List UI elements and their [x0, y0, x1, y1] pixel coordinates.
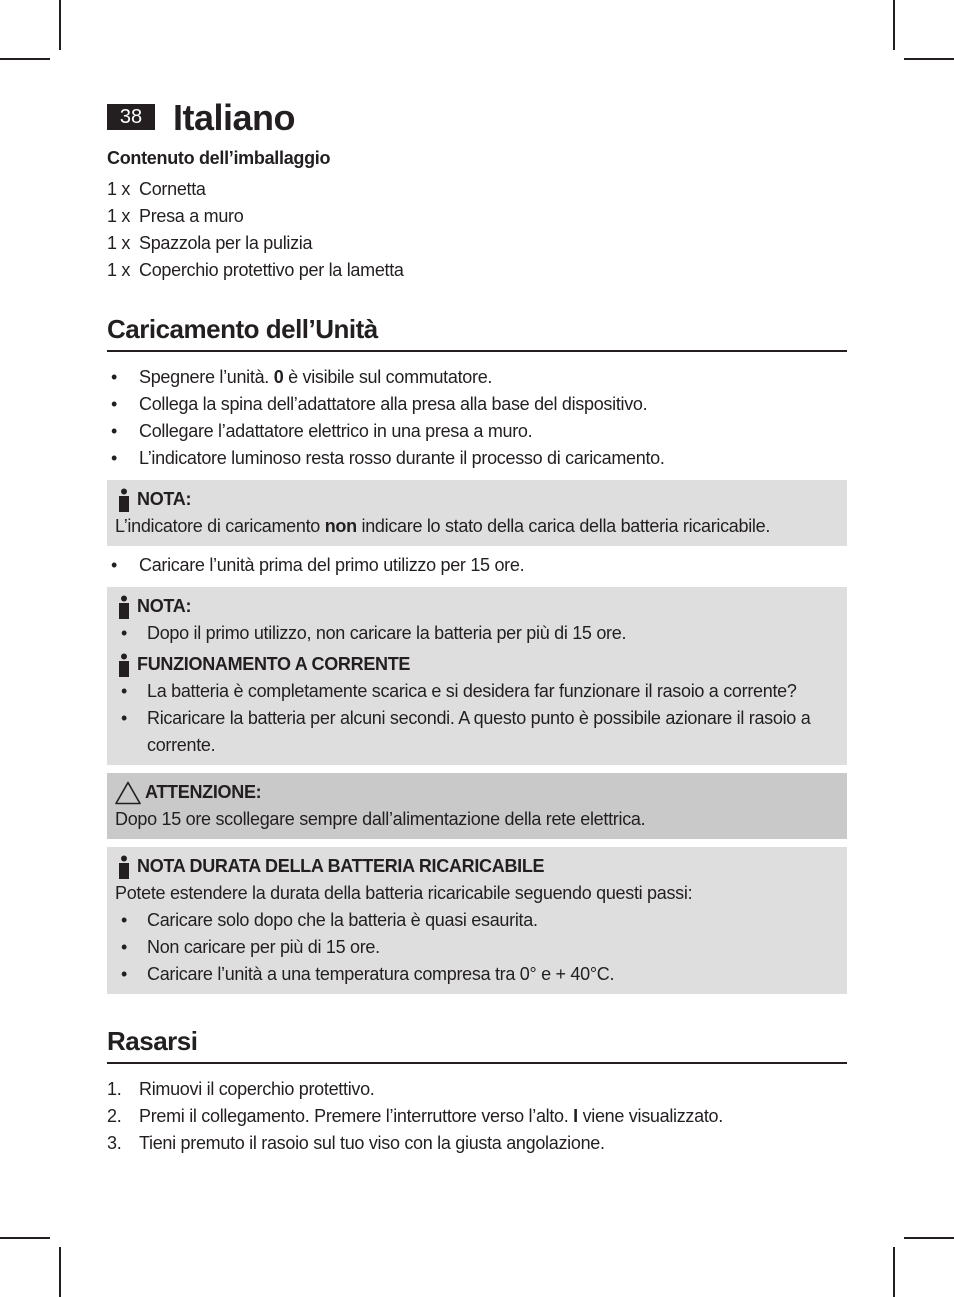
info-icon	[115, 595, 133, 619]
crop-mark	[893, 1247, 895, 1297]
crop-mark	[59, 0, 61, 50]
list-item	[107, 1103, 847, 1130]
crop-mark	[904, 58, 954, 60]
crop-mark	[0, 1237, 50, 1239]
item-label: Coperchio protettivo per la lametta	[139, 260, 404, 280]
package-list	[107, 176, 847, 284]
bold-text: non	[324, 516, 357, 536]
list-item: • La batteria è completamente scarica e si desidera far funzionare il rasoio a corrente?	[115, 678, 839, 705]
bold-text: 0	[273, 367, 284, 387]
crop-mark	[59, 1247, 61, 1297]
note-text	[115, 513, 839, 540]
list-item	[107, 257, 847, 284]
warning-box	[107, 773, 847, 839]
section-title-shaving: Rasarsi	[107, 1026, 847, 1064]
page-title: Italiano	[173, 97, 296, 138]
note-heading	[115, 593, 839, 620]
bold-text: I	[573, 1106, 578, 1126]
text: Tieni premuto il rasoio sul tuo viso con la giusta angolazione.	[139, 1133, 605, 1153]
note-label: NOTA DURATA DELLA BATTERIA RICARICABILE	[137, 856, 545, 876]
text: Rimuovi il coperchio protettivo.	[139, 1079, 375, 1099]
item-qty: 1 x	[107, 260, 131, 280]
item-qty: 1 x	[107, 206, 131, 226]
note-box	[107, 587, 847, 765]
note-list	[115, 678, 839, 759]
text: Premi il collegamento. Premere l’interruttore verso l’alto.	[139, 1106, 574, 1126]
list-item	[107, 230, 847, 257]
item-label: Cornetta	[139, 179, 206, 199]
item-qty: 1 x	[107, 179, 131, 199]
list-item: • Non caricare per più di 15 ore.	[115, 934, 839, 961]
text: indicare lo stato della carica della batteria ricaricabile.	[356, 516, 771, 536]
note-box	[107, 480, 847, 546]
list-item: • Collega la spina dell’adattatore alla presa alla base del dispositivo.	[107, 391, 847, 418]
warning-icon	[115, 781, 141, 805]
item-qty: 1 x	[107, 233, 131, 253]
note-list	[115, 907, 839, 988]
crop-mark	[904, 1237, 954, 1239]
list-item	[107, 364, 847, 391]
note-heading	[115, 853, 839, 880]
note-box	[107, 847, 847, 994]
step-number: 2.	[107, 1106, 122, 1126]
charging-list	[107, 364, 847, 472]
crop-mark	[893, 0, 895, 50]
text: è visibile sul commutatore.	[283, 367, 493, 387]
list-item: • Collegare l’adattatore elettrico in una presa a muro.	[107, 418, 847, 445]
text: Spegnere l’unità.	[139, 367, 274, 387]
shaving-steps	[107, 1076, 847, 1157]
info-icon	[115, 653, 133, 677]
list-item: • Dopo il primo utilizzo, non caricare la batteria per più di 15 ore.	[115, 620, 839, 647]
list-item: • Ricaricare la batteria per alcuni secondi. A questo punto è possibile azionare il rasoio a corrente.	[115, 705, 839, 759]
text: L’indicatore di caricamento	[115, 516, 325, 536]
list-item	[107, 1130, 847, 1157]
text: viene visualizzato.	[577, 1106, 723, 1126]
info-icon	[115, 855, 133, 879]
note-text: Potete estendere la durata della batteria ricaricabile seguendo questi passi:	[115, 883, 693, 903]
note-label: NOTA:	[137, 596, 192, 616]
note-label: NOTA:	[137, 489, 192, 509]
step-number: 3.	[107, 1133, 122, 1153]
info-icon	[115, 488, 133, 512]
warning-heading	[115, 779, 839, 806]
item-label: Spazzola per la pulizia	[139, 233, 313, 253]
note-heading	[115, 651, 839, 678]
note-heading	[115, 486, 839, 513]
step-number: 1.	[107, 1079, 122, 1099]
list-item	[107, 176, 847, 203]
page-number: 38	[107, 104, 155, 130]
section-title-charging: Caricamento dell’Unità	[107, 314, 847, 352]
crop-mark	[0, 58, 50, 60]
page-content	[107, 143, 847, 1157]
note-label: FUNZIONAMENTO A CORRENTE	[137, 654, 411, 674]
warning-label: ATTENZIONE:	[145, 782, 262, 802]
list-item: • Caricare solo dopo che la batteria è quasi esaurita.	[115, 907, 839, 934]
list-item: • Caricare l’unità prima del primo utilizzo per 15 ore.	[107, 552, 847, 579]
list-item: • Caricare l’unità a una temperatura compresa tra 0° e + 40°C.	[115, 961, 839, 988]
list-item	[107, 1076, 847, 1103]
list-item: • L’indicatore luminoso resta rosso durante il processo di caricamento.	[107, 445, 847, 472]
note-list	[115, 620, 839, 647]
warning-text: Dopo 15 ore scollegare sempre dall’alimentazione della rete elettrica.	[115, 809, 646, 829]
list-item	[107, 203, 847, 230]
charging-list-2	[107, 552, 847, 579]
package-heading: Contenuto dell’imballaggio	[107, 148, 331, 168]
item-label: Presa a muro	[139, 206, 244, 226]
